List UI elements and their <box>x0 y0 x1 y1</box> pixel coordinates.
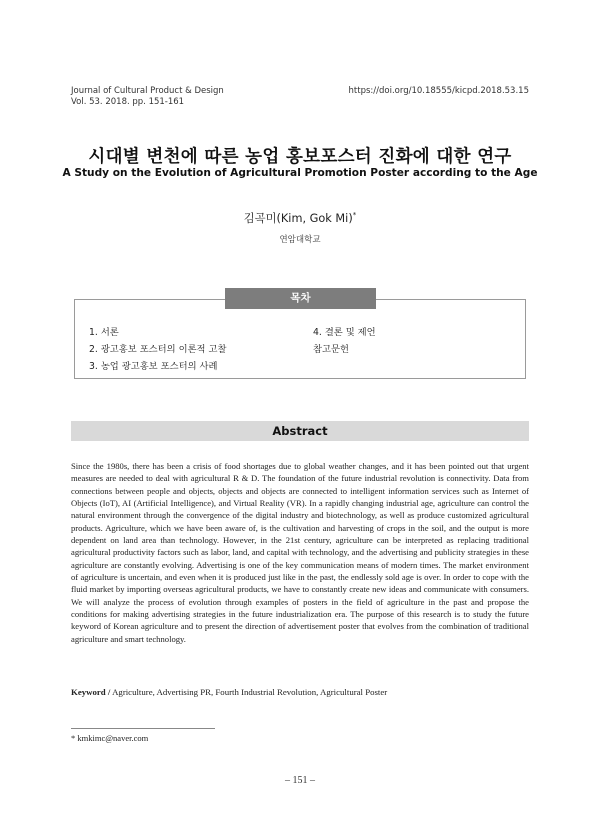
keywords <box>71 687 529 697</box>
toc-heading: 목차 <box>225 288 376 309</box>
toc-item-3: 3. 농업 광고홍보 포스터의 사례 <box>89 361 218 372</box>
keyword-list: Agriculture, Advertising PR, Fourth Industrial Revolution, Agricultural Poster <box>112 687 388 697</box>
author-name: 김곡미(Kim, Gok Mi) <box>243 212 353 225</box>
title-korean: 시대별 변천에 따른 농업 홍보포스터 진화에 대한 연구 <box>88 147 512 167</box>
journal-name: Journal of Cultural Product & Design <box>71 86 224 96</box>
journal-volume: Vol. 53. 2018. pp. 151-161 <box>71 97 185 107</box>
doi-link[interactable]: https://doi.org/10.18555/kicpd.2018.53.15 <box>348 86 529 96</box>
abstract-heading-bar <box>71 421 529 441</box>
toc-item-4: 4. 결론 및 제언 <box>313 327 376 338</box>
affiliation: 연암대학교 <box>279 235 321 245</box>
journal-info <box>71 86 224 108</box>
title-english: A Study on the Evolution of Agricultural Promotion Poster according to the Age <box>62 167 538 179</box>
author <box>0 210 600 226</box>
page-number: – 151 – <box>285 775 315 786</box>
footnote-email: * kmkimc@naver.com <box>71 733 149 743</box>
toc-item-1: 1. 서론 <box>89 327 119 338</box>
author-footnote-mark: * <box>352 211 357 220</box>
toc-item-2: 2. 광고홍보 포스터의 이론적 고찰 <box>89 344 227 355</box>
keyword-label: Keyword / <box>71 687 111 697</box>
abstract-heading: Abstract <box>272 424 328 438</box>
toc-item-references: 참고문헌 <box>313 344 349 355</box>
abstract-text: Since the 1980s, there has been a crisis of food shortages due to global weather changes, and it has been pointed out that urgent measures are needed to deal with agricultural R & D. The foundation of the future industrial revolution is connectivity. Data from connections between people and objects, objects and objects are connected to intelligent information services such as Internet of Objects (IoT), AI (Artificial Intelligence), and Virtual Reality (VR). In a rapidly changing industrial age, agriculture can control the natural environment through the convergence of the digital industry and biotechnology, as well as produce customized agricultural products. Agriculture, which we have been aware of, is the cultivation and harvesting of crops in the soil, and the output is more dependent on land area than technology. However, in the 21st century, agriculture can be interpreted as replacing traditional agricultural productivity factors such as labor, land, and capital with technology, and the advertising and publicity strategies in these agriculture are constantly evolving. Advertising is one of the key communication means of modern times. The market environment of agriculture is uncertain, and even when it is produced just like in the past, the endlessly sold age is over. In order to cope with the fluid market by importing overseas agricultural products, we have to constantly create new ideas and communicate with consumers. We will analyze the process of evolution through examples of posters in the field of agriculture in the past and propose the conditions for making advertising strategies in the future industrialization era. The purpose of this research is to study the future keyword of Korean agriculture and to present the direction of advertisement poster that evolves from the combination of traditional agriculture and smart technology. <box>71 461 529 644</box>
footnote-rule <box>71 728 215 729</box>
